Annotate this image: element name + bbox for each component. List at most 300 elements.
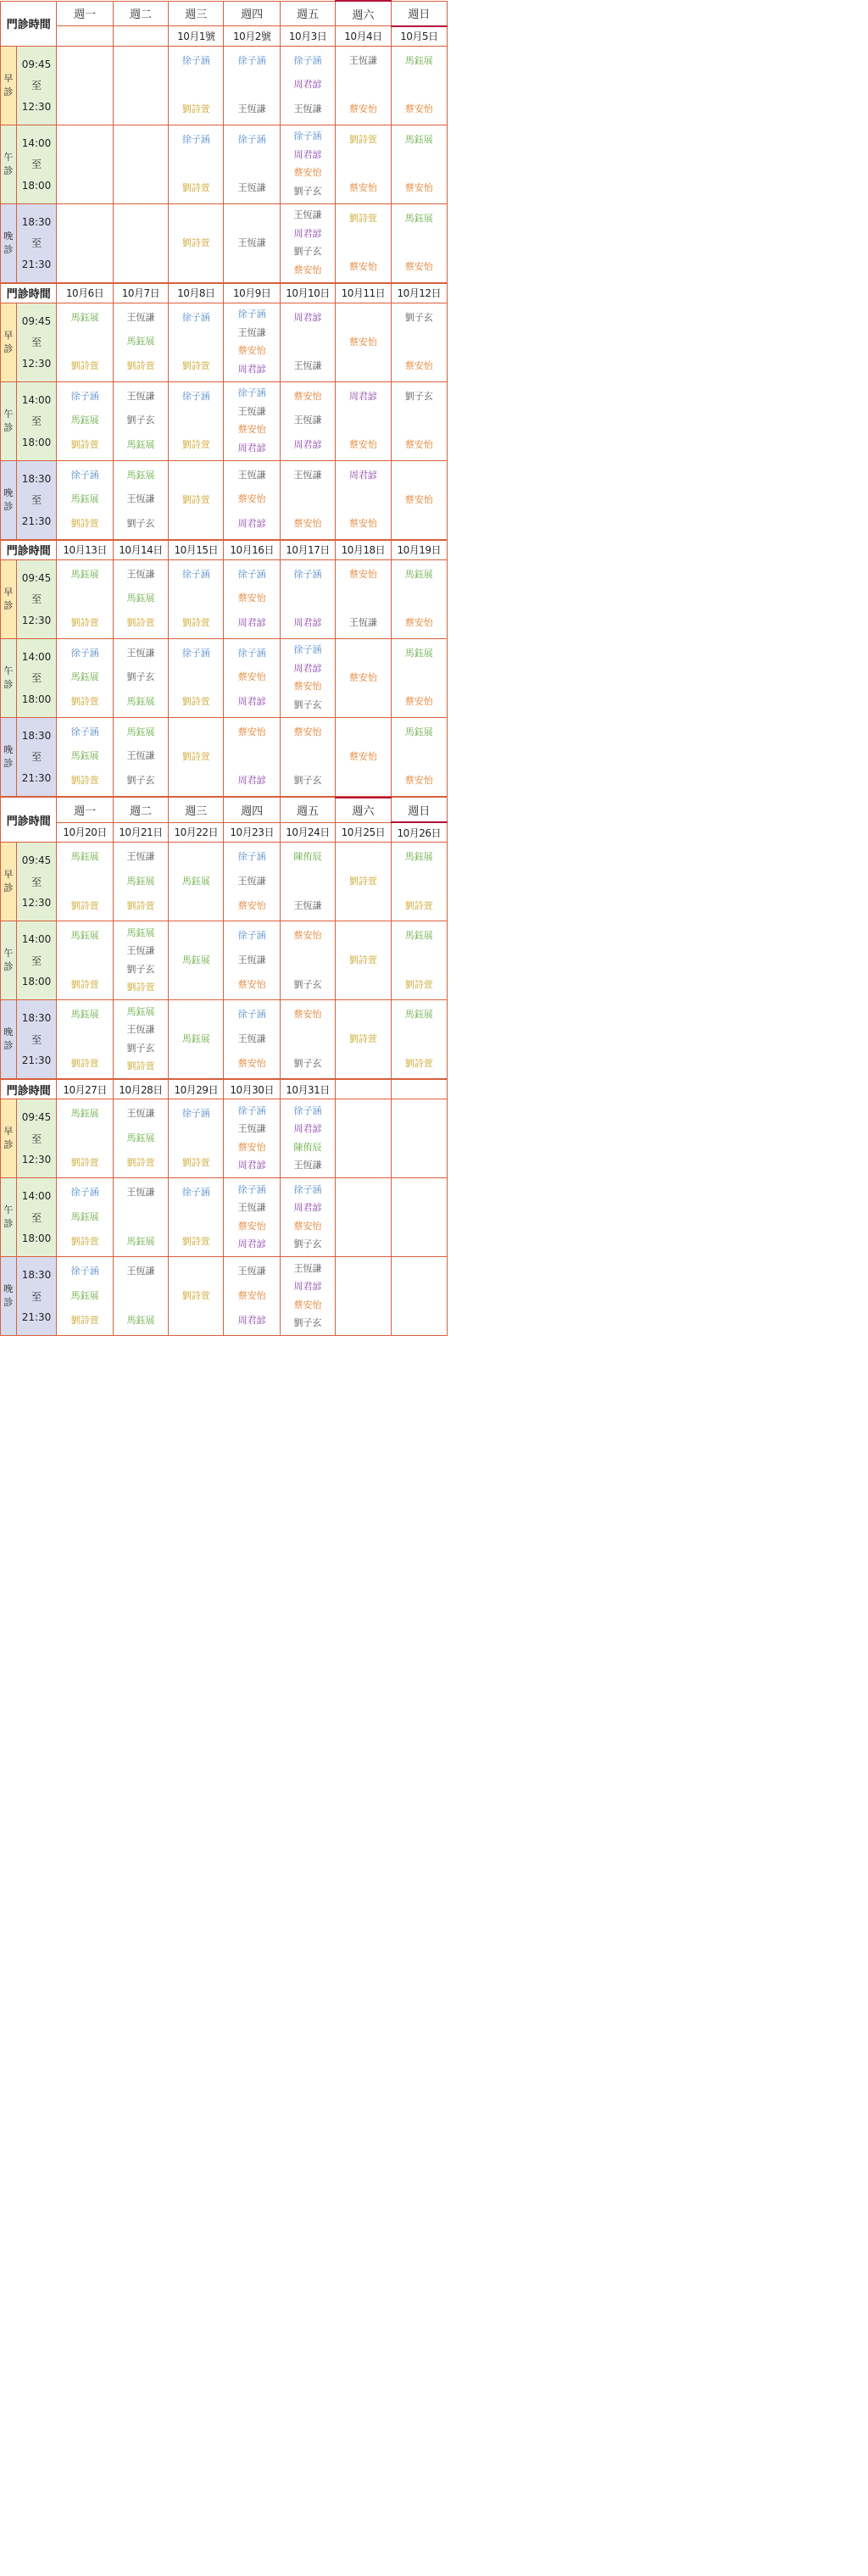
doctor-name: 王恆謙 bbox=[126, 647, 155, 659]
doctor-list bbox=[169, 1003, 223, 1076]
spacer bbox=[169, 1132, 223, 1144]
weekday-header: 週二 bbox=[113, 1, 168, 26]
doctor-name: 馬鈺展 bbox=[181, 1033, 210, 1044]
doctor-name: 蔡安怡 bbox=[237, 493, 266, 505]
doctor-name: 蔡安怡 bbox=[348, 336, 377, 348]
doctor-list bbox=[336, 1181, 390, 1254]
doctor-list bbox=[336, 845, 390, 918]
schedule-cell bbox=[280, 921, 335, 1000]
doctor-name: 蔡安怡 bbox=[293, 518, 322, 530]
doctor-name: 周君諺 bbox=[293, 311, 322, 323]
schedule-cell bbox=[169, 303, 224, 381]
time-separator: 至 bbox=[31, 593, 42, 605]
doctor-name: 周君諺 bbox=[293, 1123, 322, 1135]
doctor-list bbox=[114, 128, 168, 201]
schedule-cell bbox=[391, 203, 447, 282]
time-range bbox=[17, 1007, 57, 1071]
doctor-name: 徐子涵 bbox=[181, 311, 210, 323]
end-time: 12:30 bbox=[21, 100, 52, 113]
end-time: 12:30 bbox=[21, 1154, 52, 1166]
doctor-name: 劉詩萱 bbox=[70, 439, 99, 451]
doctor-name: 王恆謙 bbox=[348, 54, 377, 66]
end-time: 21:30 bbox=[21, 258, 52, 270]
doctor-name: 王恆謙 bbox=[237, 469, 266, 481]
time-separator: 至 bbox=[31, 1290, 42, 1303]
session-row bbox=[1, 1257, 448, 1336]
spacer bbox=[392, 954, 447, 966]
doctor-name: 王恆謙 bbox=[237, 326, 266, 338]
session-row bbox=[1, 638, 448, 717]
doctor-name: 劉子玄 bbox=[126, 1042, 155, 1054]
schedule-cell bbox=[57, 46, 113, 125]
doctor-name: 王恆謙 bbox=[126, 1108, 155, 1120]
schedule-cell bbox=[336, 46, 391, 125]
date-cell: 10月27日 bbox=[57, 1080, 113, 1099]
doctor-list bbox=[224, 721, 279, 793]
doctor-name: 劉子玄 bbox=[293, 775, 322, 787]
doctor-list bbox=[224, 642, 279, 715]
doctor-name: 徐子涵 bbox=[237, 930, 266, 942]
doctor-name: 徐子涵 bbox=[237, 647, 266, 659]
doctor-list bbox=[114, 207, 168, 280]
schedule-cell bbox=[224, 46, 280, 125]
doctor-list bbox=[392, 1260, 447, 1333]
session-name bbox=[1, 381, 17, 460]
doctor-name: 馬鈺展 bbox=[70, 568, 99, 580]
date-cell: 10月30日 bbox=[224, 1080, 280, 1099]
doctor-name: 蔡安怡 bbox=[293, 930, 322, 942]
weekday-header: 週六 bbox=[336, 1, 391, 26]
date-cell: 10月1號 bbox=[169, 26, 224, 47]
schedule-cell bbox=[169, 1178, 224, 1257]
date-cell: 10月9日 bbox=[224, 283, 280, 303]
time-range bbox=[17, 132, 57, 197]
doctor-list bbox=[392, 563, 447, 636]
doctor-name: 徐子涵 bbox=[237, 309, 266, 320]
spacer bbox=[336, 593, 390, 604]
spacer bbox=[336, 79, 390, 91]
date-cell: 10月6日 bbox=[57, 283, 113, 303]
doctor-name: 劉詩萱 bbox=[70, 1235, 99, 1247]
session-time bbox=[16, 1099, 57, 1178]
spacer bbox=[392, 414, 447, 426]
schedule-cell bbox=[113, 303, 168, 381]
schedule-cell bbox=[169, 1257, 224, 1336]
doctor-name: 蔡安怡 bbox=[348, 261, 377, 273]
doctor-name: 劉詩萱 bbox=[348, 133, 377, 145]
week-table-3 bbox=[0, 540, 448, 797]
session-name bbox=[1, 1000, 17, 1079]
session-name bbox=[1, 921, 17, 1000]
session-name bbox=[1, 46, 17, 125]
doctor-list bbox=[169, 464, 223, 537]
session-name bbox=[1, 125, 17, 203]
doctor-name: 劉詩萱 bbox=[70, 696, 99, 708]
doctor-name: 劉詩萱 bbox=[70, 518, 99, 530]
schedule-cell bbox=[224, 125, 280, 203]
date-cell: 10月18日 bbox=[336, 540, 391, 559]
time-separator: 至 bbox=[31, 415, 42, 427]
doctor-list bbox=[57, 642, 112, 715]
schedule-cell bbox=[224, 1257, 280, 1336]
doctor-name: 周君諺 bbox=[237, 617, 266, 629]
doctor-name: 馬鈺展 bbox=[404, 851, 433, 863]
doctor-name: 劉詩萱 bbox=[126, 1060, 155, 1072]
schedule-cell bbox=[57, 460, 113, 539]
session-name-text: 早診 bbox=[3, 869, 14, 893]
doctor-name: 王恆謙 bbox=[237, 1123, 266, 1135]
time-separator: 至 bbox=[31, 237, 42, 249]
doctor-name: 周君諺 bbox=[293, 662, 322, 674]
doctor-list bbox=[169, 385, 223, 458]
date-cell: 10月5日 bbox=[391, 26, 447, 47]
spacer bbox=[392, 79, 447, 91]
doctor-name: 王恆謙 bbox=[237, 405, 266, 417]
date-cell: 10月4日 bbox=[336, 26, 391, 47]
doctor-name: 蔡安怡 bbox=[348, 568, 377, 580]
session-row bbox=[1, 1000, 448, 1079]
session-time bbox=[16, 638, 57, 717]
date-cell: 10月2號 bbox=[224, 26, 280, 47]
session-name-text: 午診 bbox=[3, 408, 14, 433]
schedule-cell bbox=[336, 203, 391, 282]
doctor-name: 王恆謙 bbox=[126, 1024, 155, 1036]
doctor-list bbox=[224, 845, 279, 918]
time-range bbox=[17, 1185, 57, 1249]
doctor-name: 王恆謙 bbox=[126, 750, 155, 762]
schedule-cell bbox=[113, 125, 168, 203]
time-separator: 至 bbox=[31, 1211, 42, 1224]
doctor-name: 王恆謙 bbox=[237, 1266, 266, 1277]
session-time bbox=[16, 921, 57, 1000]
schedule-cell bbox=[280, 125, 335, 203]
session-time bbox=[16, 303, 57, 381]
session-time bbox=[16, 717, 57, 796]
schedule-cell bbox=[113, 1099, 168, 1178]
doctor-list bbox=[336, 1102, 390, 1175]
spacer bbox=[114, 1290, 168, 1302]
schedule-cell bbox=[224, 1000, 280, 1079]
doctor-name: 蔡安怡 bbox=[404, 360, 433, 372]
start-time: 09:45 bbox=[21, 854, 52, 866]
doctor-name: 徐子涵 bbox=[237, 1104, 266, 1116]
doctor-list bbox=[281, 1003, 335, 1076]
doctor-name: 徐子涵 bbox=[181, 54, 210, 66]
spacer bbox=[392, 593, 447, 604]
doctor-name: 蔡安怡 bbox=[237, 593, 266, 604]
schedule-cell bbox=[336, 1099, 391, 1178]
doctor-name: 劉詩萱 bbox=[404, 899, 433, 911]
doctor-list bbox=[169, 207, 223, 280]
doctor-name: 王恆謙 bbox=[293, 414, 322, 426]
schedule-cell bbox=[57, 921, 113, 1000]
doctor-list bbox=[57, 721, 112, 793]
doctor-name: 劉詩萱 bbox=[181, 103, 210, 115]
doctor-name: 徐子涵 bbox=[237, 387, 266, 399]
spacer bbox=[57, 954, 112, 966]
session-name-text: 早診 bbox=[3, 586, 14, 611]
header-row bbox=[1, 540, 448, 559]
doctor-name: 馬鈺展 bbox=[404, 726, 433, 737]
schedule-cell bbox=[57, 717, 113, 796]
doctor-name: 徐子涵 bbox=[70, 390, 99, 402]
session-name bbox=[1, 1178, 17, 1257]
doctor-name: 蔡安怡 bbox=[293, 390, 322, 402]
start-time: 18:30 bbox=[21, 1012, 52, 1024]
doctor-name: 蔡安怡 bbox=[348, 182, 377, 194]
schedule-cell bbox=[224, 381, 280, 460]
schedule-cell bbox=[224, 559, 280, 638]
doctor-list bbox=[224, 563, 279, 636]
doctor-name: 馬鈺展 bbox=[126, 593, 155, 604]
schedule-cell bbox=[113, 1257, 168, 1336]
date-cell: 10月10日 bbox=[280, 283, 335, 303]
schedule-cell bbox=[336, 1257, 391, 1336]
weekday-header: 週一 bbox=[57, 1, 113, 26]
doctor-list bbox=[392, 1102, 447, 1175]
doctor-list bbox=[224, 1260, 279, 1333]
doctor-name: 周君諺 bbox=[348, 469, 377, 481]
doctor-name: 劉詩萱 bbox=[70, 1314, 99, 1326]
doctor-list bbox=[169, 1102, 223, 1175]
time-range bbox=[17, 468, 57, 532]
spacer bbox=[392, 158, 447, 170]
date-cell: 10月26日 bbox=[391, 822, 447, 843]
session-name bbox=[1, 203, 17, 282]
spacer bbox=[57, 1132, 112, 1144]
spacer bbox=[169, 671, 223, 683]
doctor-name: 劉詩萱 bbox=[404, 1057, 433, 1069]
doctor-list bbox=[57, 1102, 112, 1175]
doctor-name: 陳侑辰 bbox=[293, 1141, 322, 1153]
schedule-cell bbox=[113, 203, 168, 282]
doctor-name: 王恆謙 bbox=[293, 360, 322, 372]
schedule-cell bbox=[280, 1000, 335, 1079]
date-cell: 10月25日 bbox=[336, 822, 391, 843]
date-row bbox=[1, 26, 448, 47]
date-cell: 10月15日 bbox=[169, 540, 224, 559]
doctor-list bbox=[169, 924, 223, 997]
doctor-name: 蔡安怡 bbox=[237, 671, 266, 683]
header-row bbox=[1, 1080, 448, 1099]
doctor-list bbox=[336, 642, 390, 715]
schedule-cell bbox=[224, 1178, 280, 1257]
schedule-cell bbox=[336, 843, 391, 921]
session-name bbox=[1, 303, 17, 381]
schedule-cell bbox=[169, 1000, 224, 1079]
schedule-cell bbox=[113, 46, 168, 125]
doctor-name: 馬鈺展 bbox=[126, 926, 155, 938]
doctor-name: 劉詩萱 bbox=[70, 899, 99, 911]
doctor-name: 劉詩萱 bbox=[404, 978, 433, 990]
schedule-cell bbox=[391, 303, 447, 381]
date-cell: 10月13日 bbox=[57, 540, 113, 559]
weekday-header: 週四 bbox=[224, 1, 280, 26]
end-time: 21:30 bbox=[21, 515, 52, 527]
weekday-header: 週日 bbox=[391, 1, 447, 26]
doctor-name: 馬鈺展 bbox=[126, 469, 155, 481]
doctor-name: 劉子玄 bbox=[293, 1317, 322, 1329]
doctor-name: 蔡安怡 bbox=[237, 424, 266, 436]
schedule-cell bbox=[169, 638, 224, 717]
start-time: 14:00 bbox=[21, 1190, 52, 1202]
session-time bbox=[16, 46, 57, 125]
doctor-list bbox=[281, 642, 335, 715]
doctor-name: 徐子涵 bbox=[181, 647, 210, 659]
spacer bbox=[169, 336, 223, 348]
doctor-list bbox=[224, 1003, 279, 1076]
end-time: 21:30 bbox=[21, 1054, 52, 1066]
doctor-name: 馬鈺展 bbox=[70, 1210, 99, 1222]
doctor-name: 徐子涵 bbox=[70, 726, 99, 737]
schedule-cell bbox=[224, 1099, 280, 1178]
schedule-cell bbox=[336, 460, 391, 539]
schedule-cell bbox=[280, 638, 335, 717]
doctor-name: 徐子涵 bbox=[237, 851, 266, 863]
session-name bbox=[1, 843, 17, 921]
doctor-name: 周君諺 bbox=[237, 363, 266, 375]
doctor-name: 蔡安怡 bbox=[348, 750, 377, 762]
doctor-name: 劉詩萱 bbox=[181, 182, 210, 194]
doctor-name: 蔡安怡 bbox=[293, 1299, 322, 1310]
doctor-list bbox=[114, 464, 168, 537]
date-cell: 10月12日 bbox=[391, 283, 447, 303]
header-row bbox=[1, 1, 448, 26]
start-time: 18:30 bbox=[21, 215, 52, 228]
doctor-name: 劉詩萱 bbox=[126, 899, 155, 911]
session-time bbox=[16, 559, 57, 638]
doctor-list bbox=[392, 207, 447, 280]
doctor-name: 劉子玄 bbox=[126, 963, 155, 975]
weekday-header: 週三 bbox=[169, 1, 224, 26]
schedule-cell bbox=[224, 717, 280, 796]
doctor-name: 馬鈺展 bbox=[126, 1235, 155, 1247]
doctor-name: 劉詩萱 bbox=[181, 1235, 210, 1247]
doctor-name: 蔡安怡 bbox=[404, 261, 433, 273]
time-range bbox=[17, 725, 57, 789]
doctor-list bbox=[392, 642, 447, 715]
doctor-name: 蔡安怡 bbox=[293, 726, 322, 737]
end-time: 18:00 bbox=[21, 976, 52, 988]
doctor-name: 馬鈺展 bbox=[70, 311, 99, 323]
date-cell: 10月19日 bbox=[391, 540, 447, 559]
session-row bbox=[1, 559, 448, 638]
weekday-header: 週五 bbox=[280, 798, 335, 823]
doctor-list bbox=[392, 1003, 447, 1076]
time-separator: 至 bbox=[31, 954, 42, 967]
session-row bbox=[1, 843, 448, 921]
spacer bbox=[57, 876, 112, 887]
schedule-cell bbox=[113, 638, 168, 717]
doctor-name: 徐子涵 bbox=[293, 1104, 322, 1116]
doctor-list bbox=[336, 385, 390, 458]
spacer bbox=[336, 236, 390, 248]
doctor-name: 蔡安怡 bbox=[348, 103, 377, 115]
doctor-name: 王恆謙 bbox=[293, 1160, 322, 1171]
doctor-name: 蔡安怡 bbox=[404, 617, 433, 629]
doctor-list bbox=[281, 845, 335, 918]
session-name-text: 晚診 bbox=[3, 1027, 14, 1051]
doctor-name: 劉詩萱 bbox=[348, 954, 377, 965]
schedule-cell bbox=[113, 843, 168, 921]
schedule-cell bbox=[280, 1257, 335, 1336]
doctor-list bbox=[336, 1260, 390, 1333]
schedule-cell bbox=[391, 921, 447, 1000]
spacer bbox=[169, 593, 223, 604]
session-name-text: 早診 bbox=[3, 1126, 14, 1150]
doctor-name: 蔡安怡 bbox=[404, 493, 433, 505]
schedule-cell bbox=[336, 381, 391, 460]
doctor-name: 徐子涵 bbox=[293, 54, 322, 66]
doctor-name: 王恆謙 bbox=[126, 851, 155, 863]
date-cell: 10月20日 bbox=[57, 822, 113, 843]
session-name-text: 午診 bbox=[3, 151, 14, 176]
doctor-name: 蔡安怡 bbox=[293, 167, 322, 179]
schedule-cell bbox=[280, 381, 335, 460]
doctor-name: 王恆謙 bbox=[237, 1202, 266, 1214]
schedule-cell bbox=[169, 46, 224, 125]
end-time: 12:30 bbox=[21, 897, 52, 909]
doctor-name: 周君諺 bbox=[237, 518, 266, 530]
doctor-name: 王恆謙 bbox=[293, 1262, 322, 1274]
doctor-name: 徐子涵 bbox=[181, 568, 210, 580]
doctor-name: 馬鈺展 bbox=[181, 876, 210, 887]
doctor-name: 馬鈺展 bbox=[404, 133, 433, 145]
time-separator: 至 bbox=[31, 159, 42, 170]
doctor-list bbox=[281, 207, 335, 280]
doctor-list bbox=[224, 385, 279, 458]
doctor-list bbox=[336, 207, 390, 280]
doctor-name: 劉詩萱 bbox=[181, 1290, 210, 1301]
start-time: 09:45 bbox=[21, 571, 52, 584]
doctor-name: 徐子涵 bbox=[181, 1108, 210, 1120]
schedule-cell bbox=[113, 460, 168, 539]
schedule-cell bbox=[391, 717, 447, 796]
clinic-hours-label: 門診時間 bbox=[1, 540, 57, 559]
schedule-cell bbox=[224, 921, 280, 1000]
end-time: 18:00 bbox=[21, 179, 52, 192]
doctor-name: 劉詩萱 bbox=[181, 696, 210, 708]
doctor-name: 周君諺 bbox=[293, 227, 322, 239]
doctor-name: 王恆謙 bbox=[293, 899, 322, 911]
end-time: 12:30 bbox=[21, 357, 52, 370]
doctor-name: 蔡安怡 bbox=[404, 696, 433, 708]
doctor-list bbox=[169, 1181, 223, 1254]
doctor-name: 馬鈺展 bbox=[70, 1289, 99, 1301]
end-time: 18:00 bbox=[21, 693, 52, 705]
doctor-name: 劉子玄 bbox=[293, 185, 322, 197]
schedule-cell bbox=[391, 1178, 447, 1257]
session-name-text: 晚診 bbox=[3, 487, 14, 512]
doctor-name: 蔡安怡 bbox=[293, 1220, 322, 1232]
start-time: 18:30 bbox=[21, 472, 52, 485]
doctor-name: 徐子涵 bbox=[70, 1266, 99, 1277]
start-time: 18:30 bbox=[21, 729, 52, 742]
session-name-text: 午診 bbox=[3, 948, 14, 972]
doctor-name: 劉詩萱 bbox=[126, 982, 155, 993]
doctor-list bbox=[169, 563, 223, 636]
time-range bbox=[17, 928, 57, 993]
doctor-name: 馬鈺展 bbox=[126, 1132, 155, 1143]
date-cell: 10月16日 bbox=[224, 540, 280, 559]
doctor-name: 劉詩萱 bbox=[348, 1033, 377, 1044]
doctor-list bbox=[224, 1181, 279, 1254]
clinic-hours-label: 門診時間 bbox=[1, 283, 57, 303]
session-name bbox=[1, 638, 17, 717]
schedule-cell bbox=[336, 1178, 391, 1257]
doctor-list bbox=[392, 128, 447, 201]
time-range bbox=[17, 849, 57, 914]
